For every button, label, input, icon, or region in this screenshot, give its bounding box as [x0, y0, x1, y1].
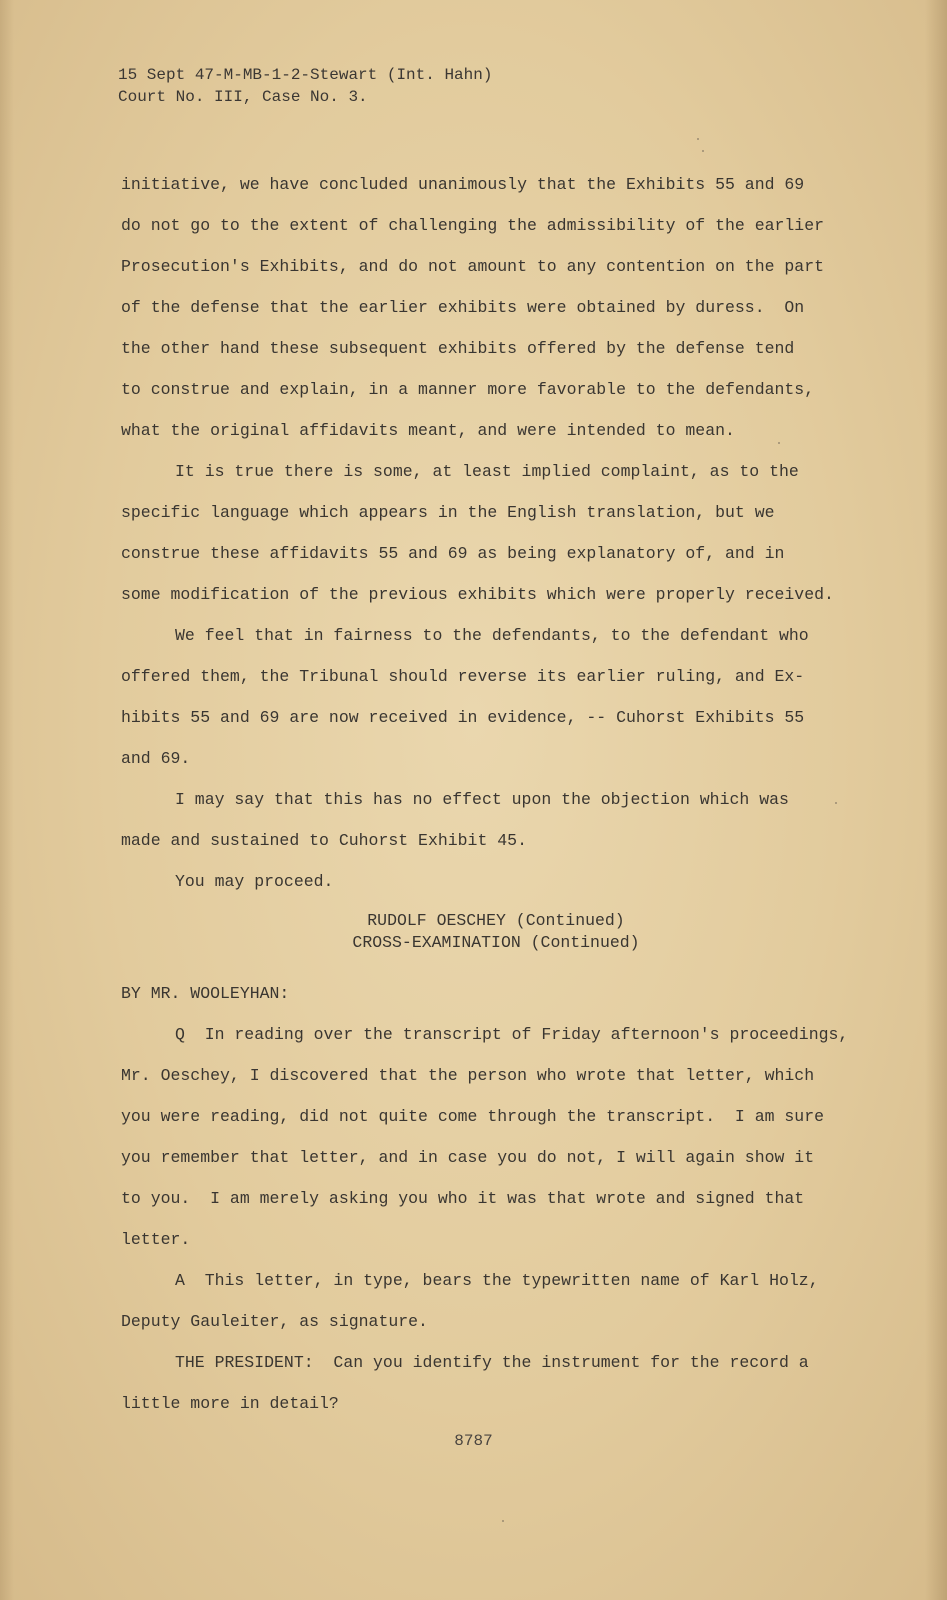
transcript-line: what the original affidavits meant, and were intended to mean.: [121, 421, 735, 440]
paper-speck: [697, 138, 699, 140]
header-line-court: Court No. III, Case No. 3.: [118, 88, 368, 106]
header-line-date: 15 Sept 47-M-MB-1-2-Stewart (Int. Hahn): [118, 66, 493, 84]
page-number: 8787: [454, 1432, 493, 1450]
transcript-line: made and sustained to Cuhorst Exhibit 45.: [121, 831, 527, 850]
document-header: [118, 64, 492, 108]
transcript-body: [121, 164, 871, 1424]
transcript-line: We feel that in fairness to the defendants, to the defendant who: [175, 626, 809, 645]
transcript-line: letter.: [121, 1230, 191, 1249]
transcript-line: It is true there is some, at least implied complaint, as to the: [175, 462, 799, 481]
transcript-line: offered them, the Tribunal should reverse its earlier ruling, and Ex-: [121, 667, 805, 686]
transcript-line: hibits 55 and 69 are now received in evidence, -- Cuhorst Exhibits 55: [121, 708, 805, 727]
paper-speck: [835, 802, 837, 804]
section-heading-witness: RUDOLF OESCHEY (Continued): [367, 911, 625, 930]
transcript-line: to construe and explain, in a manner more favorable to the defendants,: [121, 380, 815, 399]
paper-speck: [502, 1520, 504, 1522]
transcript-line: you were reading, did not quite come through the transcript. I am sure: [121, 1107, 825, 1126]
transcript-line: THE PRESIDENT: Can you identify the instrument for the record a: [175, 1353, 809, 1372]
page-left-shadow: [0, 0, 14, 1600]
transcript-paragraphs-1: [121, 164, 871, 902]
transcript-line: and 69.: [121, 749, 191, 768]
transcript-line: I may say that this has no effect upon the objection which was: [175, 790, 789, 809]
transcript-line: some modification of the previous exhibits which were properly received.: [121, 585, 834, 604]
transcript-line: you remember that letter, and in case you do not, I will again show it: [121, 1148, 815, 1167]
transcript-line: A This letter, in type, bears the typewritten name of Karl Holz,: [175, 1271, 819, 1290]
transcript-line: of the defense that the earlier exhibits were obtained by duress. On: [121, 298, 805, 317]
transcript-line: initiative, we have concluded unanimously that the Exhibits 55 and 69: [121, 175, 805, 194]
transcript-line: the other hand these subsequent exhibits offered by the defense tend: [121, 339, 795, 358]
transcript-line: specific language which appears in the English translation, but we: [121, 503, 775, 522]
transcript-line: Mr. Oeschey, I discovered that the person who wrote that letter, which: [121, 1066, 815, 1085]
transcript-line: construe these affidavits 55 and 69 as being explanatory of, and in: [121, 544, 785, 563]
examiner-line: BY MR. WOOLEYHAN:: [121, 984, 290, 1003]
transcript-line: You may proceed.: [175, 872, 334, 891]
transcript-line: do not go to the extent of challenging the admissibility of the earlier: [121, 216, 825, 235]
paper-speck: [778, 442, 780, 444]
transcript-line: little more in detail?: [121, 1394, 339, 1413]
transcript-line: Q In reading over the transcript of Friday afternoon's proceedings,: [175, 1025, 849, 1044]
section-heading-examination: CROSS-EXAMINATION (Continued): [352, 933, 640, 952]
paper-speck: [702, 150, 704, 152]
transcript-line: Prosecution's Exhibits, and do not amount to any contention on the part: [121, 257, 825, 276]
transcript-line: Deputy Gauleiter, as signature.: [121, 1312, 428, 1331]
section-heading: [121, 910, 871, 954]
transcript-line: to you. I am merely asking you who it was that wrote and signed that: [121, 1189, 805, 1208]
page-right-shadow: [925, 0, 947, 1600]
transcript-paragraphs-2: [121, 1014, 871, 1424]
